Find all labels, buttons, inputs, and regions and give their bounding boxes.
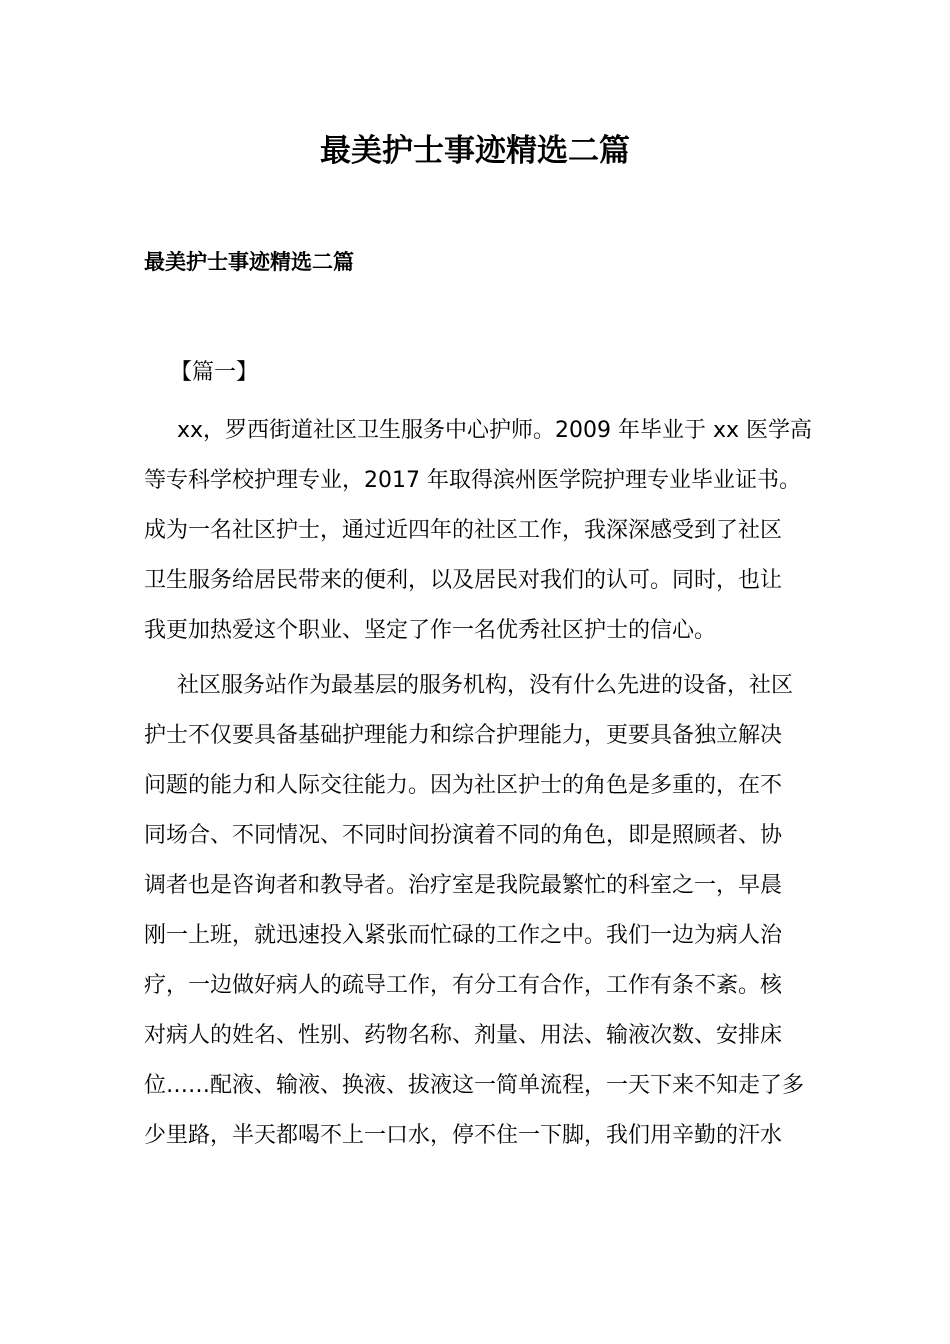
- paragraph-line: 对病人的姓名、性别、药物名称、剂量、用法、输液次数、安排床: [144, 1023, 783, 1048]
- paragraph-2: [144, 661, 824, 1161]
- paragraph-line: 等专科学校护理专业，2017 年取得滨州医学院护理专业毕业证书。: [144, 468, 801, 493]
- paragraph-line: 刚一上班，就迅速投入紧张而忙碌的工作之中。我们一边为病人治: [144, 923, 783, 948]
- paragraph-line: 问题的能力和人际交往能力。因为社区护士的角色是多重的，在不: [144, 773, 783, 798]
- paragraph-line: 疗，一边做好病人的疏导工作，有分工有合作，工作有条不紊。核: [144, 973, 783, 998]
- document-title: 最美护士事迹精选二篇: [320, 133, 630, 169]
- paragraph-line: 社区服务站作为最基层的服务机构，没有什么先进的设备，社区: [177, 673, 794, 698]
- paragraph-line: 调者也是咨询者和教导者。治疗室是我院最繁忙的科室之一，早晨: [144, 873, 783, 898]
- paragraph-line: 成为一名社区护士，通过近四年的社区工作，我深深感受到了社区: [144, 518, 783, 543]
- paragraph-1: [144, 406, 824, 656]
- paragraph-line: 卫生服务给居民带来的便利，以及居民对我们的认可。同时，也让: [144, 568, 783, 593]
- section-heading: 最美护士事迹精选二篇: [144, 250, 354, 274]
- paragraph-line: 位……配液、输液、换液、拔液这一简单流程，一天下来不知走了多: [144, 1073, 805, 1098]
- paragraph-line: 护士不仅要具备基础护理能力和综合护理能力，更要具备独立解决: [144, 723, 783, 748]
- chapter-label: 【篇一】: [170, 360, 259, 385]
- paragraph-line: 我更加热爱这个职业、坚定了作一名优秀社区护士的信心。: [144, 618, 717, 643]
- paragraph-line: xx，罗西街道社区卫生服务中心护师。2009 年毕业于 xx 医学高: [177, 418, 813, 443]
- paragraph-line: 同场合、不同情况、不同时间扮演着不同的角色，即是照顾者、协: [144, 823, 783, 848]
- paragraph-line: 少里路，半天都喝不上一口水，停不住一下脚，我们用辛勤的汗水: [144, 1123, 783, 1148]
